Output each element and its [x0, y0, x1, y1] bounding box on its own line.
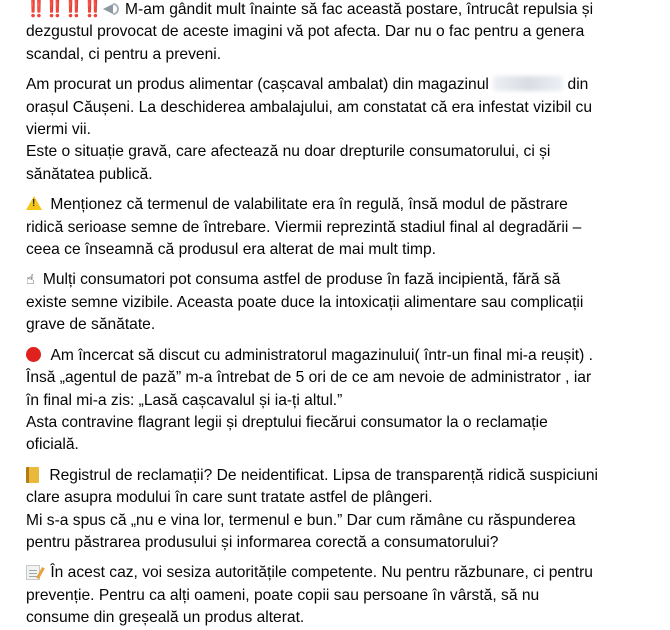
paragraph-warning	[26, 194, 636, 261]
consumers-line-2: existe semne vizibile. Aceasta poate duce la intoxicații alimentare sau complicații	[26, 293, 584, 311]
purchase-line-1-after: din	[567, 76, 589, 94]
registry-line-1: Registrul de reclamații? De neidentificat. Lipsa de transparență ridică suspiciuni	[49, 466, 599, 484]
consumers-line-1: Mulți consumatori pot consuma astfel de produse în fază incipientă, fără să	[42, 271, 561, 289]
warning-line-2: ridică serioase semne de întrebare. Viermii reprezintă stadiul final al degradării –	[26, 218, 582, 236]
closing-line-3: consume din greșeală un produs alterat.	[26, 609, 305, 627]
administrator-line-5: oficială.	[26, 436, 79, 454]
consumers-line-3: grave de sănătate.	[26, 316, 156, 334]
paragraph-closing	[26, 562, 636, 629]
intro-line-2: dezgustul provocat de aceste imagini vă pot afecta. Dar nu o fac pentru a genera	[26, 23, 585, 41]
paragraph-registry	[26, 465, 636, 555]
purchase-line-3: viermi vii.	[26, 121, 91, 139]
redacted-store-name	[493, 76, 563, 91]
closing-line-1: În acest caz, voi sesiza autoritățile competente. Nu pentru răzbunare, ci pentru	[50, 564, 593, 582]
purchase-line-4: Este o situație gravă, care afectează nu doar drepturile consumatorului, ci și	[26, 143, 551, 161]
purchase-line-5: sănătatea publică.	[26, 165, 153, 183]
paragraph-consumers	[26, 269, 636, 336]
paragraph-purchase	[26, 74, 636, 186]
warning-icon	[26, 196, 42, 210]
intro-line-1: M-am gândit mult înainte să fac această postare, întrucât repulsia și	[125, 1, 594, 18]
administrator-line-3: în final mi-a zis: „Lasă cașcavalul și ia-ți altul.”	[26, 391, 343, 409]
ledger-icon	[26, 467, 39, 483]
administrator-line-4: Asta contravine flagrant legii și dreptului fiecărui consumator la o reclamație	[26, 413, 548, 431]
paragraph-intro	[26, 0, 636, 66]
double-exclamation-icon: ‼️‼️‼️‼️	[26, 1, 102, 18]
administrator-line-2: Însă „agentul de pază” m-a întrebat de 5 ori de ce am nevoie de administrator , iar	[26, 369, 592, 387]
red-circle-icon	[26, 347, 41, 362]
closing-line-2: prevenție. Pentru ca alți oameni, poate copii sau persoane în vârstă, să nu	[26, 586, 540, 604]
purchase-line-2: orașul Căușeni. La deschiderea ambalajului, am constatat că era infestat vizibil cu	[26, 98, 593, 116]
registry-line-2: clare asupra modului în care sunt tratate astfel de plângeri.	[26, 489, 433, 507]
paragraph-administrator	[26, 345, 636, 457]
registry-line-3: Mi s-a spus că „nu e vina lor, termenul e bun.” Dar cum rămâne cu răspunderea	[26, 511, 576, 529]
warning-line-1: Menționez că termenul de valabilitate era în regulă, însă modul de păstrare	[50, 196, 568, 214]
administrator-line-1: Am încercat să discut cu administratorul magazinului( într-un final mi-a reușit) .	[50, 346, 593, 364]
loudspeaker-icon	[103, 2, 119, 16]
intro-line-3: scandal, ci pentru a preveni.	[26, 45, 222, 63]
pointing-hand-icon: ☝	[26, 272, 35, 289]
purchase-line-1-before: Am procurat un produs alimentar (cașcaval ambalat) din magazinul	[26, 76, 489, 94]
warning-line-3: ceea ce înseamnă că produsul era alterat de mai mult timp.	[26, 241, 436, 259]
memo-icon	[26, 565, 40, 580]
registry-line-4: pentru păstrarea produsului și informarea corectă a consumatorului?	[26, 533, 499, 551]
